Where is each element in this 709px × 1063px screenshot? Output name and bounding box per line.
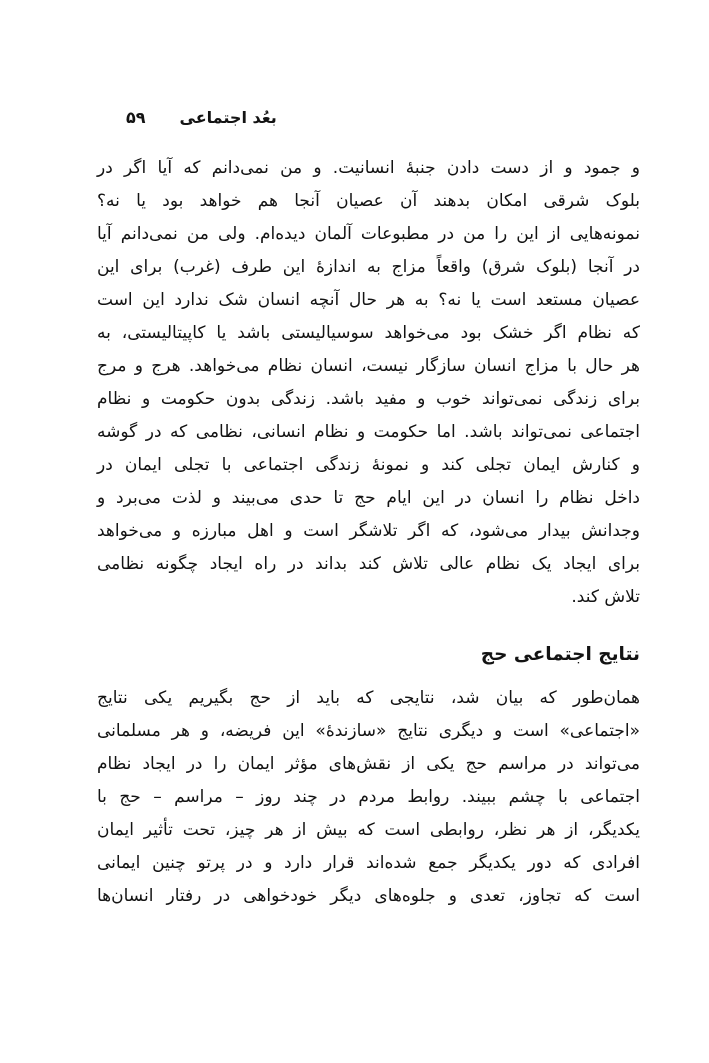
text-line: «اجتماعی» است و دیگری نتایج «سازندهٔ» این فریضه، و هر مسلمانی (97, 721, 640, 741)
text-line: افرادی که دور یکدیگر جمع شده‌اند قرار دارد و در پرتو چنین ایمانی (97, 853, 640, 873)
text-line: نمونه‌هایی از این را من در مطبوعات آلمان دیده‌ام. ولی من نمی‌دانم آیا (97, 224, 640, 244)
text-line: تلاش کند. (571, 587, 640, 607)
text-line: هر حال با مزاج انسان سازگار نیست، انسان نظام می‌خواهد. هرج و مرج (97, 356, 640, 376)
text-line: اجتماعی نمی‌تواند باشد. اما حکومت و نظام انسانی، نظامی که در گوشه (97, 422, 640, 442)
text-line: در آنجا (بلوک شرق) واقعاً مزاج به اندازهٔ این طرف (غرب) برای این (97, 257, 640, 277)
paragraph (97, 152, 640, 614)
page-number: ۵۹ (126, 108, 146, 127)
text-line: داخل نظام را انسان در این ایام حج تا حدی می‌بیند و لذت می‌برد و (97, 488, 640, 508)
text-line: است که تجاوز، تعدی و جلوه‌های دیگر خودخواهی در رفتار انسان‌ها (97, 886, 640, 906)
text-line: بلوک شرقی امکان بدهند آن عصیان آنجا هم خواهد بود یا نه؟ (97, 191, 640, 211)
text-line: اجتماعی با چشم ببیند. روابط مردم در چند روز – مراسم – حج با (97, 787, 640, 807)
text-line: برای ایجاد یک نظام عالی تلاش کند بداند در راه ایجاد چگونه نظامی (97, 554, 640, 574)
text-line: همان‌طور که بیان شد، نتایجی که باید از حج بگیریم یکی نتایج (97, 688, 640, 708)
text-line: برای زندگی نمی‌تواند خوب و مفید باشد. زندگی بدون حکومت و نظام (97, 389, 640, 409)
text-line: که نظام اگر خشک بود می‌خواهد سوسیالیستی باشد یا کاپیتالیستی، به (97, 323, 640, 343)
text-line: وجدانش بیدار می‌شود، که اگر تلاشگر است و اهل مبارزه و می‌خواهد (97, 521, 640, 541)
paragraph (97, 682, 640, 913)
text-block (97, 152, 640, 913)
header-chapter-title: بعُد اجتماعی (179, 108, 277, 127)
running-header (126, 108, 277, 127)
section-heading: نتایج اجتماعی حج (480, 644, 640, 665)
text-line: و جمود و از دست دادن جنبهٔ انسانیت. و من نمی‌دانم که آیا اگر در (97, 158, 640, 178)
text-line: می‌تواند در مراسم حج یکی از نقش‌های مؤثر ایمان را در ایجاد نظام (97, 754, 640, 774)
text-line: و کنارش ایمان تجلی کند و نمونهٔ زندگی اجتماعی با تجلی ایمان در (97, 455, 640, 475)
text-line: عصیان مستعد است یا نه؟ به هر حال آنچه انسان شک ندارد این است (97, 290, 640, 310)
text-line: یکدیگر، از هر نظر، روابطی است که بیش از هر چیز، تحت تأثیر ایمان (97, 820, 640, 840)
